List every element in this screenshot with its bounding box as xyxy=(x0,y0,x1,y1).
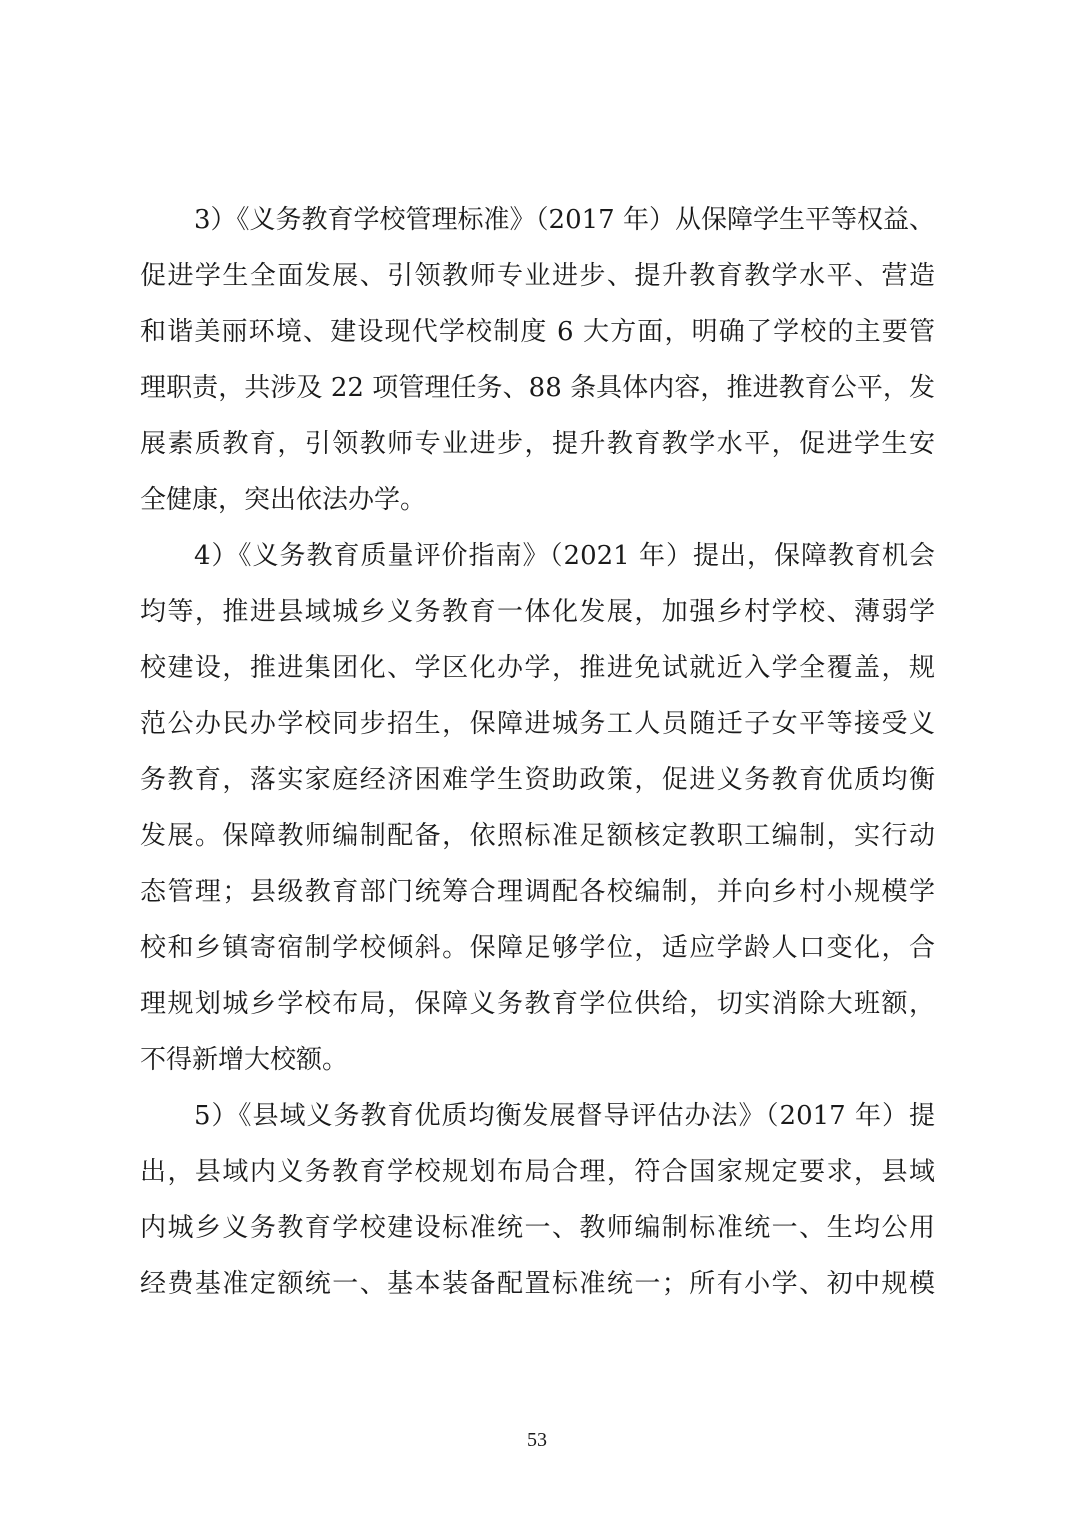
paragraph-3-line-2: 促进学生全面发展、引领教师专业进步、提升教育教学水平、营造 xyxy=(140,261,935,291)
paragraph-4-line-2: 均等，推进县域城乡义务教育一体化发展，加强乡村学校、薄弱学 xyxy=(140,597,935,627)
paragraph-4-line-8: 校和乡镇寄宿制学校倾斜。保障足够学位，适应学龄人口变化，合 xyxy=(140,933,935,963)
paragraph-4-line-4: 范公办民办学校同步招生，保障进城务工人员随迁子女平等接受义 xyxy=(140,709,935,739)
paragraph-4-line-1: 4）《义务教育质量评价指南》（2021 年）提出，保障教育机会 xyxy=(194,541,935,571)
paragraph-5-line-4: 经费基准定额统一、基本装备配置标准统一；所有小学、初中规模 xyxy=(140,1269,935,1299)
paragraph-3-line-1: 3）《义务教育学校管理标准》（2017 年）从保障学生平等权益、 xyxy=(194,205,935,235)
page-number: 53 xyxy=(527,1429,547,1451)
paragraph-4-line-6: 发展。保障教师编制配备，依照标准足额核定教职工编制，实行动 xyxy=(140,821,935,851)
paragraph-4-line-10: 不得新增大校额。 xyxy=(140,1045,349,1075)
paragraph-3-line-5: 展素质教育，引领教师专业进步，提升教育教学水平，促进学生安 xyxy=(140,429,935,459)
paragraph-3-line-3: 和谐美丽环境、建设现代学校制度 6 大方面，明确了学校的主要管 xyxy=(140,317,935,347)
paragraph-5-line-3: 内城乡义务教育学校建设标准统一、教师编制标准统一、生均公用 xyxy=(140,1213,935,1243)
paragraph-5-line-2: 出，县域内义务教育学校规划布局合理，符合国家规定要求，县域 xyxy=(140,1157,935,1187)
paragraph-3-line-4: 理职责，共涉及 22 项管理任务、88 条具体内容，推进教育公平，发 xyxy=(140,373,935,403)
paragraph-5-line-1: 5）《县域义务教育优质均衡发展督导评估办法》（2017 年）提 xyxy=(194,1101,935,1131)
paragraph-4-line-7: 态管理；县级教育部门统筹合理调配各校编制，并向乡村小规模学 xyxy=(140,877,935,907)
paragraph-4-line-9: 理规划城乡学校布局，保障义务教育学位供给，切实消除大班额， xyxy=(140,989,935,1019)
paragraph-4-line-5: 务教育，落实家庭经济困难学生资助政策，促进义务教育优质均衡 xyxy=(140,765,935,795)
paragraph-4-line-3: 校建设，推进集团化、学区化办学，推进免试就近入学全覆盖，规 xyxy=(140,653,935,683)
paragraph-3-line-6: 全健康，突出依法办学。 xyxy=(140,485,427,515)
